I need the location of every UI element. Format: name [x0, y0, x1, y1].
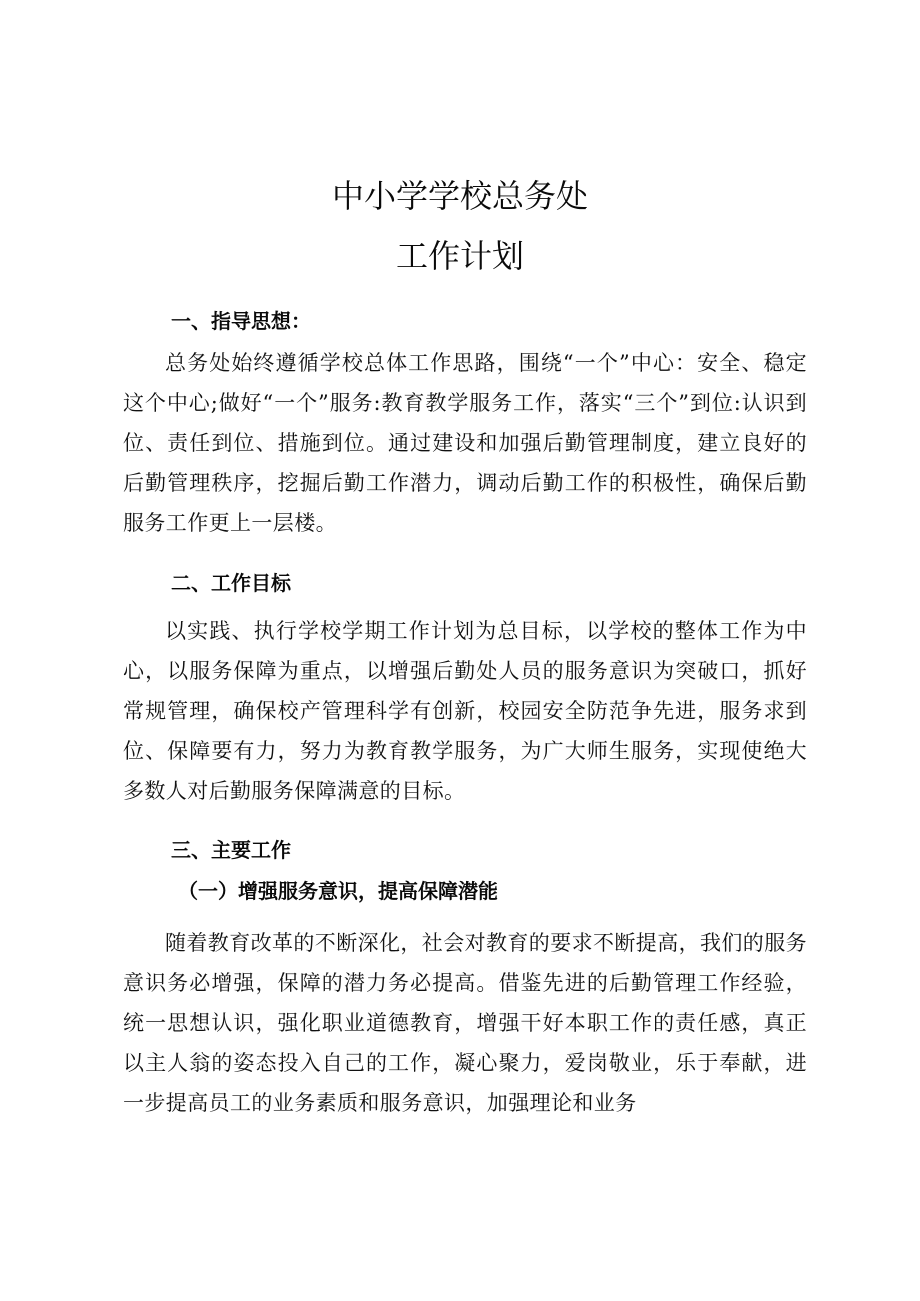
section-paragraph-work-goals: 以实践、执行学校学期工作计划为总目标，以学校的整体工作为中心，以服务保障为重点，以增强后勤处人员的服务意识为突破口，抓好常规管理，确保校产管理科学有创新，校园安全防范争先进，服务求到位、保障要有力，努力为教育教学服务，为广大师生服务，实现使绝大多数人对后勤服务保障满意的目标。 — [123, 619, 807, 803]
section-paragraph-main-work: 随着教育改革的不断深化，社会对教育的要求不断提高，我们的服务意识务必增强，保障的潜力务必提高。借鉴先进的后勤管理工作经验，统一思想认识，强化职业道德教育，增强干好本职工作的责任感，真正以主人翁的姿态投入自己的工作，凝心聚力，爱岗敬业，乐于奉献，进一步提高员工的业务素质和服务意识，加强理论和业务 — [123, 931, 807, 1115]
section-heading-guiding-ideology: 一、指导思想： — [171, 309, 311, 333]
section-paragraph-guiding-ideology: 总务处始终遵循学校总体工作思路，围绕“一个”中心：安全、稳定这个中心;做好“一个”服务:教育教学服务工作，落实“三个”到位:认识到位、责任到位、措施到位。通过建设和加强后勤管理制度，建立良好的后勤管理秩序，挖掘后勤工作潜力，调动后勤工作的积极性，确保后勤服务工作更上一层楼。 — [123, 351, 807, 535]
document-subtitle: 工作计划 — [395, 237, 524, 275]
subsection-heading-service-awareness: （一）增强服务意识，提高保障潜能 — [178, 879, 498, 903]
section-heading-main-work: 三、主要工作 — [171, 838, 291, 862]
section-heading-work-goals: 二、工作目标 — [171, 571, 291, 595]
document-title: 中小学学校总务处 — [331, 177, 588, 215]
